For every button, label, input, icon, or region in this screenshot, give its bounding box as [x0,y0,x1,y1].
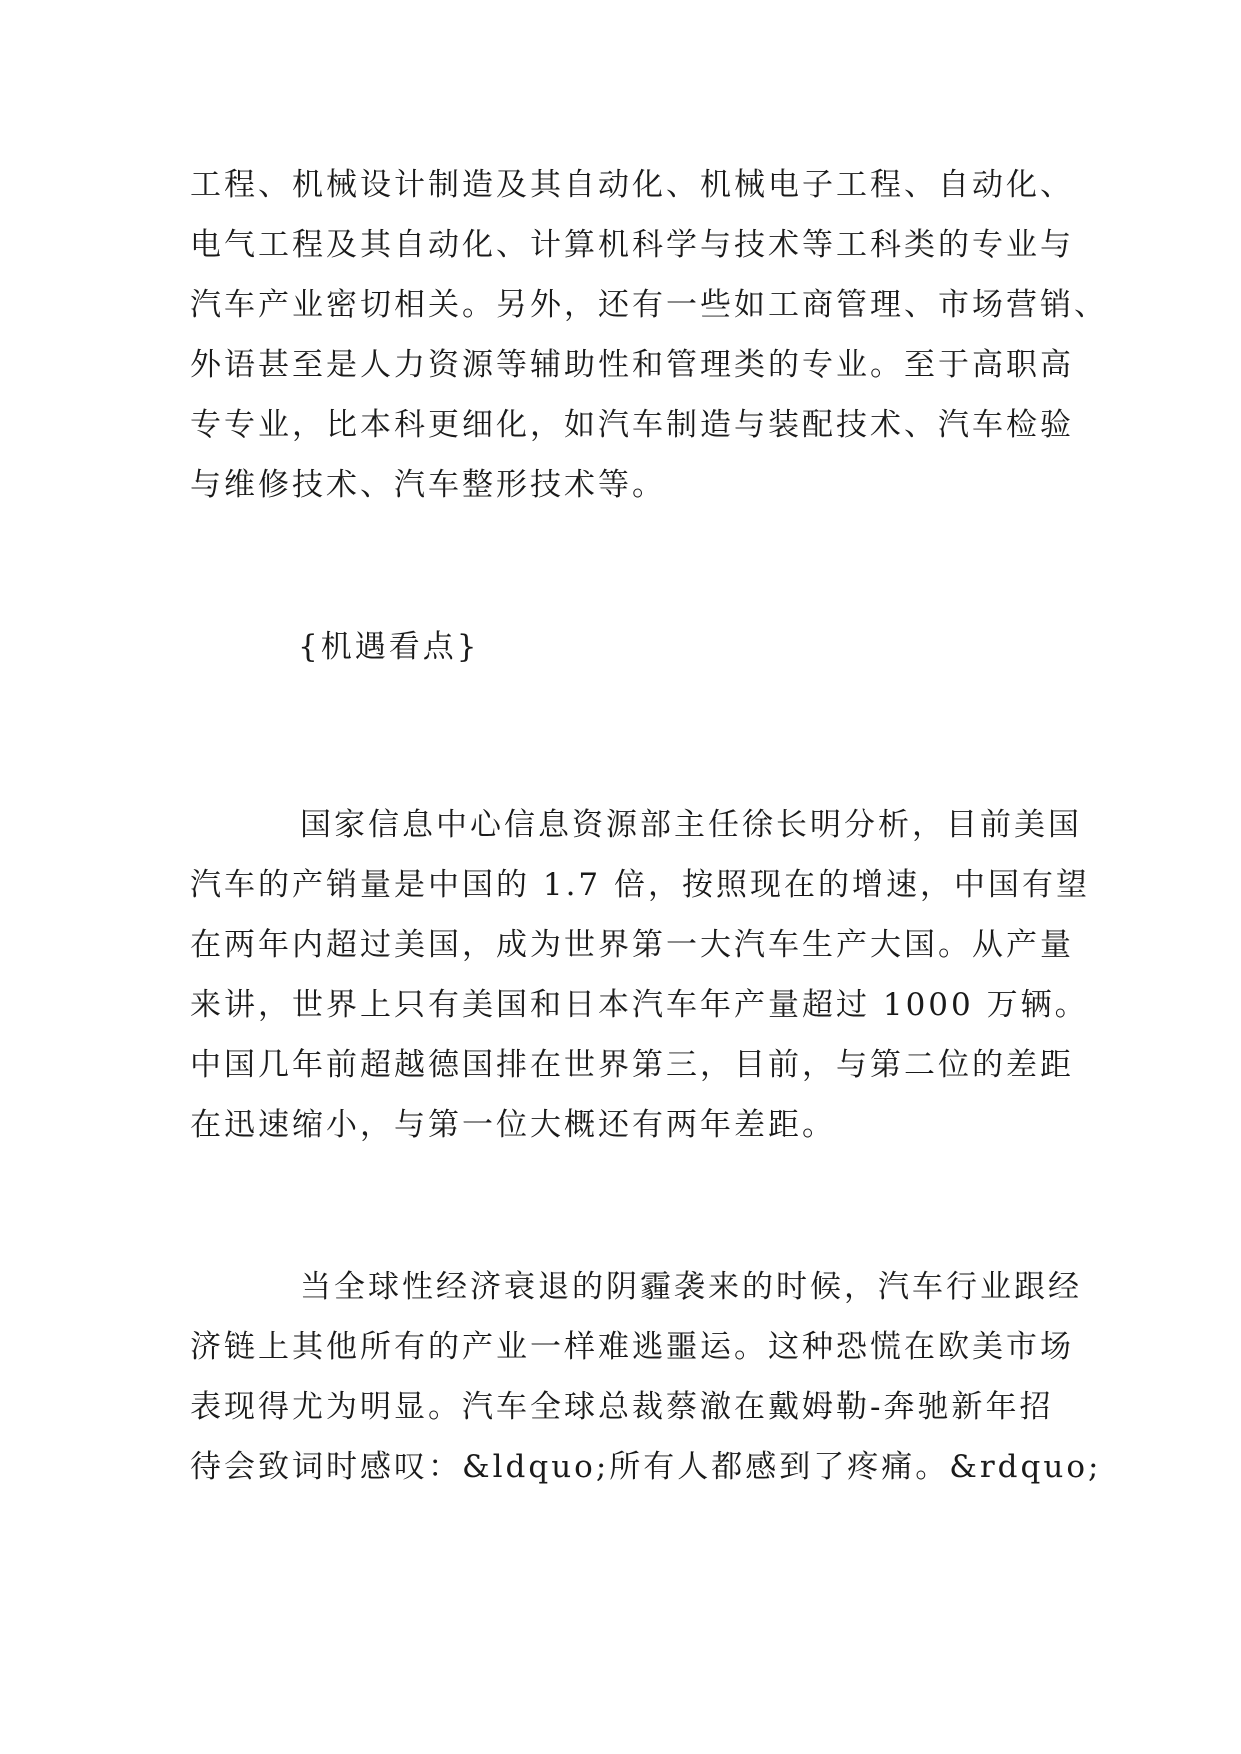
paragraph-line: 工程、机械设计制造及其自动化、机械电子工程、自动化、 [190,167,1074,203]
section-heading-text: {机遇看点} [298,629,480,665]
paragraph-line: 在两年内超过美国，成为世界第一大汽车生产大国。从产量 [190,927,1074,963]
paragraph-line: 汽车的产销量是中国的 1.7 倍，按照现在的增速，中国有望 [190,867,1091,903]
paragraph-line: 表现得尤为明显。汽车全球总裁蔡澈在戴姆勒-奔驰新年招 [190,1389,1054,1425]
paragraph-line: 在迅速缩小，与第一位大概还有两年差距。 [190,1107,836,1143]
paragraph-line: 与维修技术、汽车整形技术等。 [190,467,666,503]
paragraph-recession [190,1257,1102,1497]
paragraph-line: 电气工程及其自动化、计算机科学与技术等工科类的专业与 [190,227,1074,263]
section-heading [298,617,1178,677]
paragraph-line: 来讲，世界上只有美国和日本汽车年产量超过 1000 万辆。 [190,987,1089,1023]
paragraph-majors [190,155,1108,515]
paragraph-line: 济链上其他所有的产业一样难逃噩运。这种恐慌在欧美市场 [190,1329,1074,1365]
paragraph-line: 当全球性经济衰退的阴霾袭来的时候，汽车行业跟经 [300,1269,1082,1305]
paragraph-line: 外语甚至是人力资源等辅助性和管理类的专业。至于高职高 [190,347,1074,383]
paragraph-line: 汽车产业密切相关。另外，还有一些如工商管理、市场营销、 [190,287,1108,323]
paragraph-production-analysis [190,795,1091,1155]
paragraph-line: 待会致词时感叹：&ldquo;所有人都感到了疼痛。&rdquo; [190,1449,1102,1485]
paragraph-line: 专专业，比本科更细化，如汽车制造与装配技术、汽车检验 [190,407,1074,443]
paragraph-line: 中国几年前超越德国排在世界第三，目前，与第二位的差距 [190,1047,1074,1083]
paragraph-line: 国家信息中心信息资源部主任徐长明分析，目前美国 [300,807,1082,843]
